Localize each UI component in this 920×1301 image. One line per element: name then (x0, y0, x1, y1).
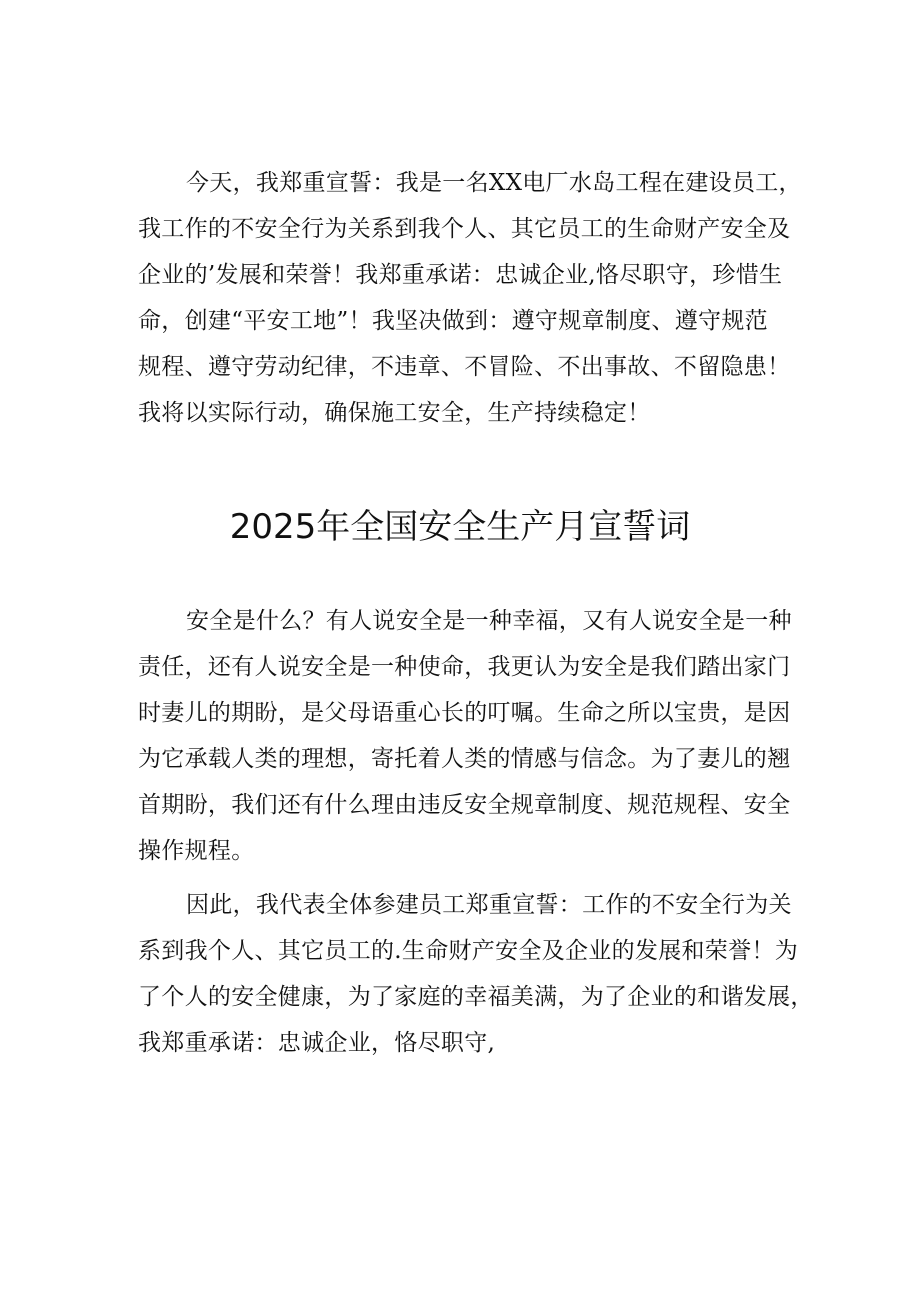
safety-line-6: 操作规程。 (138, 838, 255, 864)
safety-line-2: 责任，还有人说安全是一种使命，我更认为安全是我们踏出家门 (138, 654, 791, 680)
pledge-line-5: 规程、遵守劳动纪律，不违章、不冒险、不出事故、不留隐患！ (138, 354, 791, 380)
safety-line-1: 安全是什么？有人说安全是一种幸福，又有人说安全是一种 (186, 608, 792, 634)
therefore-line-1: 因此，我代表全体参建员工郑重宣誓：工作的不安全行为关 (186, 892, 792, 918)
therefore-line-3: 了个人的安全健康，为了家庭的幸福美满，为了企业的和谐发展， (138, 984, 814, 1010)
safety-line-3: 时妻儿的期盼，是父母语重心长的叮嘱。生命之所以宝贵，是因 (138, 700, 791, 726)
pledge-line-3: 企业的’发展和荣誉！我郑重承诺：忠诚企业,恪尽职守，珍惜生 (138, 262, 783, 288)
pledge-line-2: 我工作的不安全行为关系到我个人、其它员工的生命财产安全及 (138, 216, 791, 242)
therefore-line-4: 我郑重承诺：忠诚企业，恪尽职守, (138, 1030, 496, 1056)
document-title: 2025年全国安全生产月宣誓词 (229, 507, 691, 547)
pledge-line-1: 今天，我郑重宣誓：我是一名XX电厂水岛工程在建设员工， (186, 170, 802, 196)
therefore-line-2: 系到我个人、其它员工的.生命财产安全及企业的发展和荣誉！为 (138, 938, 799, 964)
safety-line-5: 首期盼，我们还有什么理由违反安全规章制度、规范规程、安全 (138, 792, 791, 818)
safety-line-4: 为它承载人类的理想，寄托着人类的情感与信念。为了妻儿的翘 (138, 746, 791, 772)
therefore-paragraph (138, 882, 814, 1066)
pledge-line-6: 我将以实际行动，确保施工安全，生产持续稳定！ (138, 400, 651, 426)
pledge-line-4: 命，创建“平安工地”！我坚决做到：遵守规章制度、遵守规范 (138, 308, 768, 334)
safety-paragraph (138, 598, 798, 874)
pledge-paragraph (138, 160, 802, 436)
